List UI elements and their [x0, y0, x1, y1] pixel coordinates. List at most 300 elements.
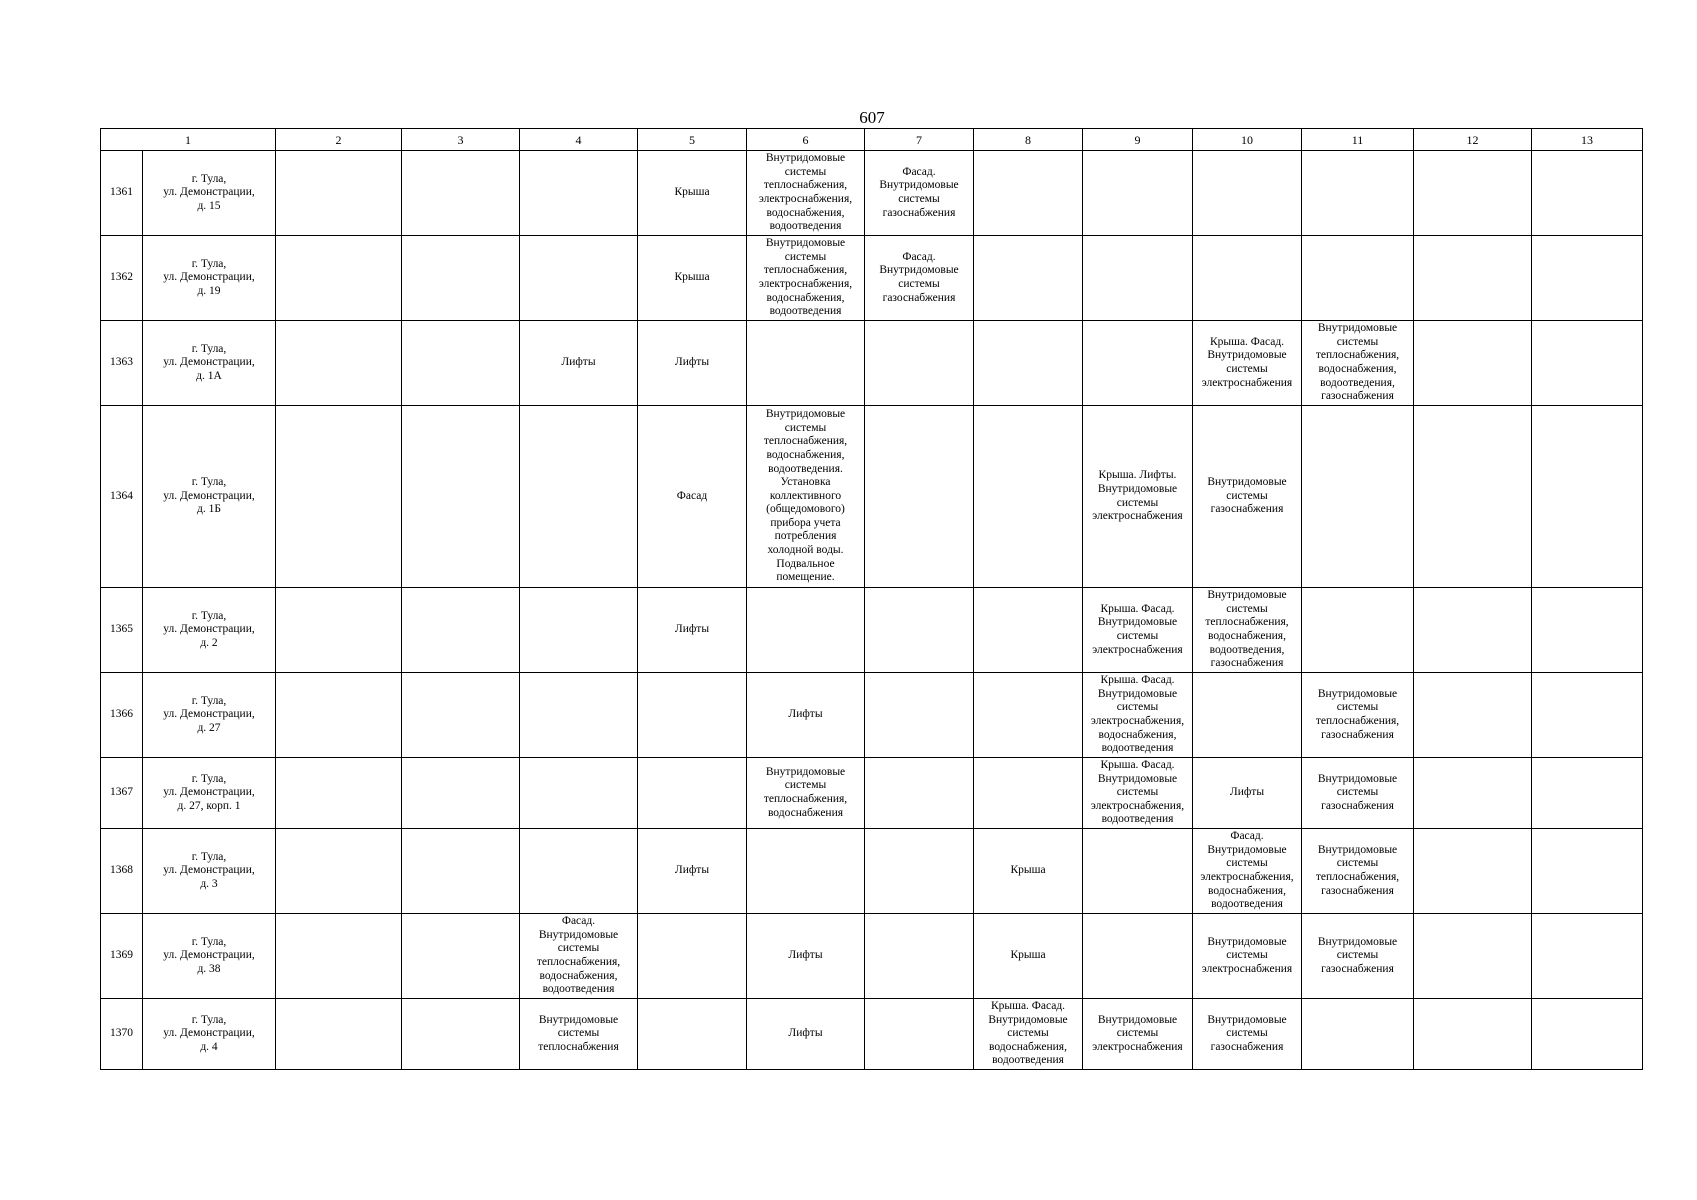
work-cell-col-6 [747, 914, 865, 999]
work-cell-col-2 [276, 151, 402, 236]
work-cell-col-10 [1193, 829, 1302, 914]
cell-text-line: ул. Демонстрации, [163, 864, 255, 877]
work-cell-col-13 [1532, 829, 1643, 914]
cell-text-line: д. 19 [197, 284, 221, 297]
work-cell-col-7 [865, 914, 974, 999]
cell-text-line: Фасад. [1230, 830, 1264, 843]
work-cell-col-9 [1083, 829, 1193, 914]
cell-text-line: холодной воды. [767, 544, 844, 557]
column-number-1: 1 [101, 129, 276, 151]
cell-text-line: водоотведения [992, 1054, 1064, 1067]
cell-text-line: прибора учета [770, 516, 841, 529]
cell-text-line: электроснабжения, [1090, 715, 1185, 727]
cell-text-line: системы [784, 779, 827, 792]
work-cell-col-2 [276, 999, 402, 1070]
work-cell-col-4 [520, 588, 638, 673]
work-cell-col-11 [1302, 914, 1414, 999]
cell-text-line: Крыша [674, 271, 710, 284]
cell-text-line: электроснабжения [1092, 1040, 1183, 1053]
address-cell [143, 321, 276, 406]
cell-text-line: Внутридомовые [1317, 322, 1398, 335]
cell-text-line: водоотведения [769, 305, 842, 318]
work-cell-col-11 [1302, 321, 1414, 406]
cell-text-line: г. Тула, [191, 850, 227, 863]
work-cell-col-7 [865, 151, 974, 236]
work-cell-col-2 [276, 829, 402, 914]
work-cell-col-2 [276, 673, 402, 758]
cell-text-line: Лифты [674, 356, 710, 369]
address-cell [143, 999, 276, 1070]
cell-text-line: Внутридомовые [1097, 616, 1178, 629]
cell-text-line: системы [1226, 1027, 1268, 1040]
cell-text-line: Внутридомовые [765, 765, 846, 778]
column-number-13: 13 [1532, 129, 1643, 151]
work-cell-col-12 [1414, 914, 1532, 999]
work-cell-col-7 [865, 673, 974, 758]
column-number-9: 9 [1083, 129, 1193, 151]
cell-text-line: газоснабжения [882, 291, 956, 304]
cell-text-line: электроснабжения [1092, 643, 1183, 656]
cell-text-line: Подвальное [776, 557, 835, 570]
cell-text-line: Крыша. Лифты. [1098, 469, 1177, 482]
work-cell-col-9 [1083, 999, 1193, 1070]
work-cell-col-13 [1532, 321, 1643, 406]
work-cell-col-4 [520, 236, 638, 321]
cell-text-line: Лифты [788, 1027, 823, 1040]
work-cell-col-12 [1414, 236, 1532, 321]
cell-text-line: системы [1116, 701, 1159, 714]
cell-text-line: г. Тула, [191, 257, 227, 270]
row-number: 1363 [101, 321, 143, 406]
work-cell-col-13 [1532, 914, 1643, 999]
cell-text-line: газоснабжения [882, 206, 956, 219]
cell-text-line: ул. Демонстрации, [163, 356, 255, 369]
cell-text-line: д. 2 [200, 636, 218, 649]
cell-text-line: системы [1226, 949, 1268, 962]
cell-text-line: газоснабжения [1321, 390, 1394, 403]
cell-text-line: электроснабжения, [758, 193, 853, 205]
work-cell-col-2 [276, 321, 402, 406]
cell-text-line: системы [1007, 1027, 1049, 1040]
work-cell-col-6 [747, 406, 865, 588]
cell-text-line: Внутридомовые [1097, 772, 1178, 785]
cell-text-line: системы [1336, 786, 1379, 799]
cell-text-line: теплоснабжения, [763, 793, 848, 805]
cell-text-line: д. 27 [197, 721, 221, 734]
table-row [101, 673, 1643, 758]
work-cell-col-12 [1414, 829, 1532, 914]
cell-text-line: д. 15 [197, 199, 221, 212]
work-cell-col-5 [638, 829, 747, 914]
work-cell-col-12 [1414, 758, 1532, 829]
work-cell-col-13 [1532, 999, 1643, 1070]
row-number: 1364 [101, 406, 143, 588]
cell-text-line: теплоснабжения, [763, 435, 848, 448]
work-cell-col-8 [974, 999, 1083, 1070]
work-cell-col-4 [520, 673, 638, 758]
cell-text-line: ул. Демонстрации, [163, 949, 255, 962]
cell-text-line: системы [1116, 786, 1159, 799]
cell-text-line: системы [1226, 363, 1268, 375]
column-number-3: 3 [402, 129, 520, 151]
cell-text-line: водоснабжения, [1098, 728, 1177, 741]
work-cell-col-10 [1193, 321, 1302, 406]
work-cell-col-3 [402, 999, 520, 1070]
cell-text-line: системы [784, 421, 827, 434]
cell-text-line: системы [1116, 496, 1159, 509]
work-cell-col-5 [638, 588, 747, 673]
work-cell-col-5 [638, 758, 747, 829]
work-cell-col-11 [1302, 758, 1414, 829]
cell-text-line: системы [1336, 335, 1379, 348]
cell-text-line: ул. Демонстрации, [163, 708, 255, 721]
work-cell-col-4 [520, 914, 638, 999]
work-cell-col-11 [1302, 829, 1414, 914]
cell-text-line: теплоснабжения, [763, 179, 848, 192]
cell-text-line: системы [557, 1027, 600, 1040]
work-cell-col-5 [638, 673, 747, 758]
cell-text-line: г. Тула, [191, 1013, 227, 1026]
cell-text-line: электроснабжения, [1200, 871, 1294, 883]
cell-text-line: Внутридомовые [1317, 687, 1398, 700]
cell-text-line: Внутридомовые [765, 152, 846, 165]
work-cell-col-9 [1083, 673, 1193, 758]
work-cell-col-13 [1532, 151, 1643, 236]
work-cell-col-4 [520, 829, 638, 914]
work-cell-col-3 [402, 236, 520, 321]
row-number: 1369 [101, 914, 143, 999]
work-cell-col-11 [1302, 999, 1414, 1070]
work-cell-col-12 [1414, 406, 1532, 588]
cell-text-line: Внутридомовые [765, 408, 846, 421]
work-cell-col-6 [747, 673, 865, 758]
work-cell-col-2 [276, 758, 402, 829]
cell-text-line: системы [898, 193, 940, 205]
work-cell-col-7 [865, 588, 974, 673]
work-cell-col-10 [1193, 236, 1302, 321]
cell-text-line: системы [784, 165, 827, 178]
work-cell-col-3 [402, 151, 520, 236]
work-cell-col-3 [402, 588, 520, 673]
work-cell-col-13 [1532, 236, 1643, 321]
row-number: 1365 [101, 588, 143, 673]
cell-text-line: электроснабжения, [1090, 799, 1185, 812]
work-cell-col-12 [1414, 151, 1532, 236]
work-cell-col-4 [520, 321, 638, 406]
cell-text-line: Фасад. [561, 915, 596, 928]
column-number-4: 4 [520, 129, 638, 151]
work-cell-col-4 [520, 406, 638, 588]
work-cell-col-7 [865, 406, 974, 588]
work-cell-col-3 [402, 914, 520, 999]
cell-text-line: водоснабжения [767, 806, 844, 819]
work-cell-col-8 [974, 673, 1083, 758]
cell-text-line: газоснабжения [1210, 503, 1284, 516]
cell-text-line: водоотведения. [768, 462, 843, 475]
cell-text-line: Внутридомовые [765, 237, 846, 250]
cell-text-line: Лифты [788, 708, 823, 721]
cell-text-line: Лифты [561, 356, 596, 369]
work-cell-col-4 [520, 758, 638, 829]
cell-text-line: теплоснабжения, [763, 264, 848, 277]
cell-text-line: г. Тула, [191, 172, 227, 185]
cell-text-line: водоснабжения, [1208, 884, 1286, 897]
cell-text-line: Внутридомовые [1207, 1013, 1287, 1026]
cell-text-line: Внутридомовые [1317, 935, 1398, 948]
cell-text-line: водоотведения [542, 983, 615, 996]
cell-text-line: водоотведения [769, 220, 842, 233]
work-cell-col-12 [1414, 321, 1532, 406]
cell-text-line: системы [1336, 857, 1379, 870]
cell-text-line: (общедомового) [766, 503, 845, 516]
cell-text-line: д. 4 [200, 1040, 218, 1053]
cell-text-line: системы [1226, 489, 1268, 502]
work-cell-col-9 [1083, 588, 1193, 673]
cell-text-line: электроснабжения [1092, 510, 1183, 523]
work-cell-col-8 [974, 588, 1083, 673]
table-row [101, 758, 1643, 829]
cell-text-line: Внутридомовые [988, 1013, 1068, 1026]
work-cell-col-5 [638, 321, 747, 406]
cell-text-line: Крыша. Фасад. [1209, 335, 1285, 348]
column-number-5: 5 [638, 129, 747, 151]
cell-text-line: системы [1336, 701, 1379, 714]
table-row [101, 914, 1643, 999]
address-cell [143, 829, 276, 914]
work-cell-col-13 [1532, 758, 1643, 829]
cell-text-line: коллективного [769, 489, 842, 502]
cell-text-line: ул. Демонстрации, [163, 786, 255, 799]
column-number-8: 8 [974, 129, 1083, 151]
work-cell-col-5 [638, 151, 747, 236]
cell-text-line: системы [1116, 1027, 1159, 1040]
cell-text-line: потребления [774, 530, 837, 543]
work-cell-col-2 [276, 236, 402, 321]
work-cell-col-12 [1414, 999, 1532, 1070]
cell-text-line: водоотведения [1101, 742, 1174, 755]
cell-text-line: газоснабжения [1321, 884, 1394, 897]
cell-text-line: теплоснабжения, [1315, 349, 1400, 362]
address-cell [143, 588, 276, 673]
work-cell-col-10 [1193, 151, 1302, 236]
cell-text-line: Внутридомовые [1207, 476, 1287, 489]
cell-text-line: г. Тула, [191, 772, 227, 785]
cell-text-line: Крыша. Фасад. [1100, 602, 1175, 615]
cell-text-line: Внутридомовые [1097, 482, 1178, 495]
cell-text-line: Внутридомовые [1207, 935, 1287, 948]
cell-text-line: Крыша [1010, 864, 1046, 877]
cell-text-line: теплоснабжения, [1205, 616, 1289, 629]
repair-schedule-table [100, 128, 1643, 1070]
work-cell-col-9 [1083, 758, 1193, 829]
work-cell-col-7 [865, 758, 974, 829]
work-cell-col-8 [974, 236, 1083, 321]
table-row [101, 588, 1643, 673]
cell-text-line: Крыша. Фасад. [990, 1000, 1066, 1013]
work-cell-col-3 [402, 321, 520, 406]
cell-text-line: электроснабжения [1201, 962, 1293, 975]
address-cell [143, 406, 276, 588]
address-cell [143, 151, 276, 236]
cell-text-line: водоснабжения, [766, 206, 845, 219]
cell-text-line: ул. Демонстрации, [163, 489, 255, 502]
cell-text-line: Внутридомовые [1207, 843, 1287, 856]
cell-text-line: водоотведения [1101, 813, 1174, 826]
column-number-header-row [101, 129, 1643, 151]
cell-text-line: помещение. [776, 571, 835, 584]
work-cell-col-10 [1193, 588, 1302, 673]
cell-text-line: Установка [780, 476, 831, 489]
cell-text-line: д. 3 [200, 877, 218, 890]
cell-text-line: Крыша [674, 186, 710, 199]
cell-text-line: газоснабжения [1210, 1040, 1284, 1053]
cell-text-line: ул. Демонстрации, [163, 623, 255, 636]
cell-text-line: Внутридомовые [1207, 589, 1287, 602]
column-number-2: 2 [276, 129, 402, 151]
row-number: 1361 [101, 151, 143, 236]
work-cell-col-12 [1414, 588, 1532, 673]
cell-text-line: системы [1226, 857, 1268, 870]
work-cell-col-7 [865, 829, 974, 914]
row-number: 1368 [101, 829, 143, 914]
cell-text-line: системы [784, 250, 827, 263]
cell-text-line: водоснабжения, [539, 969, 618, 982]
row-number: 1362 [101, 236, 143, 321]
cell-text-line: д. 1Б [197, 503, 221, 516]
cell-text-line: системы [1226, 602, 1268, 615]
cell-text-line: г. Тула, [191, 935, 227, 948]
cell-text-line: Фасад. [902, 250, 936, 263]
cell-text-line: Внутридомовые [1317, 843, 1398, 856]
cell-text-line: теплоснабжения, [536, 956, 621, 968]
work-cell-col-5 [638, 999, 747, 1070]
work-cell-col-10 [1193, 914, 1302, 999]
work-cell-col-11 [1302, 673, 1414, 758]
cell-text-line: Лифты [788, 949, 823, 962]
work-cell-col-13 [1532, 673, 1643, 758]
row-number: 1370 [101, 999, 143, 1070]
work-cell-col-8 [974, 914, 1083, 999]
work-cell-col-9 [1083, 236, 1193, 321]
work-cell-col-13 [1532, 588, 1643, 673]
work-cell-col-6 [747, 151, 865, 236]
work-cell-col-11 [1302, 236, 1414, 321]
cell-text-line: Лифты [1229, 786, 1265, 799]
table-row [101, 406, 1643, 588]
work-cell-col-6 [747, 588, 865, 673]
row-number: 1367 [101, 758, 143, 829]
page-number: 607 [859, 108, 885, 127]
cell-text-line: водоотведения, [1320, 376, 1395, 389]
cell-text-line: электроснабжения [1201, 376, 1293, 389]
address-cell [143, 758, 276, 829]
work-cell-col-6 [747, 999, 865, 1070]
work-cell-col-10 [1193, 758, 1302, 829]
cell-text-line: системы [898, 278, 940, 290]
cell-text-line: водоснабжения, [766, 291, 845, 304]
table-row [101, 829, 1643, 914]
cell-text-line: г. Тула, [191, 476, 227, 489]
work-cell-col-5 [638, 914, 747, 999]
work-cell-col-10 [1193, 406, 1302, 588]
cell-text-line: газоснабжения [1321, 962, 1394, 975]
cell-text-line: системы [557, 942, 600, 955]
work-cell-col-8 [974, 758, 1083, 829]
cell-text-line: Внутридомовые [879, 264, 959, 277]
work-cell-col-8 [974, 321, 1083, 406]
cell-text-line: Внутридомовые [1317, 772, 1398, 785]
work-cell-col-13 [1532, 406, 1643, 588]
cell-text-line: газоснабжения [1321, 728, 1394, 741]
cell-text-line: системы [1336, 949, 1379, 962]
cell-text-line: Внутридомовые [879, 179, 959, 192]
column-number-10: 10 [1193, 129, 1302, 151]
cell-text-line: теплоснабжения, [1315, 871, 1400, 883]
column-number-11: 11 [1302, 129, 1414, 151]
cell-text-line: ул. Демонстрации, [163, 271, 255, 284]
work-cell-col-10 [1193, 673, 1302, 758]
cell-text-line: газоснабжения [1321, 799, 1394, 812]
cell-text-line: водоснабжения, [1208, 630, 1286, 642]
cell-text-line: г. Тула, [191, 609, 227, 622]
work-cell-col-2 [276, 914, 402, 999]
work-cell-col-9 [1083, 914, 1193, 999]
work-cell-col-6 [747, 829, 865, 914]
work-cell-col-3 [402, 758, 520, 829]
work-cell-col-6 [747, 758, 865, 829]
cell-text-line: г. Тула, [191, 342, 227, 355]
work-cell-col-9 [1083, 406, 1193, 588]
work-cell-col-9 [1083, 321, 1193, 406]
cell-text-line: водоснабжения, [989, 1040, 1067, 1053]
work-cell-col-4 [520, 999, 638, 1070]
cell-text-line: теплоснабжения, [1315, 715, 1400, 727]
cell-text-line: Внутридомовые [1097, 687, 1178, 700]
column-number-6: 6 [747, 129, 865, 151]
cell-text-line: водоснабжения, [766, 448, 845, 461]
work-cell-col-8 [974, 406, 1083, 588]
cell-text-line: теплоснабжения [538, 1040, 619, 1053]
cell-text-line: Фасад. [902, 165, 936, 178]
work-cell-col-10 [1193, 999, 1302, 1070]
cell-text-line: водоотведения [1211, 898, 1283, 911]
work-cell-col-4 [520, 151, 638, 236]
work-cell-col-5 [638, 406, 747, 588]
work-cell-col-2 [276, 588, 402, 673]
cell-text-line: д. 27, корп. 1 [177, 799, 241, 812]
work-cell-col-6 [747, 236, 865, 321]
column-number-12: 12 [1414, 129, 1532, 151]
address-cell [143, 673, 276, 758]
cell-text-line: г. Тула, [191, 694, 227, 707]
cell-text-line: Внутридомовые [1207, 349, 1287, 362]
cell-text-line: д. 38 [197, 962, 221, 975]
work-cell-col-7 [865, 999, 974, 1070]
cell-text-line: Лифты [674, 864, 710, 877]
work-cell-col-8 [974, 151, 1083, 236]
column-number-7: 7 [865, 129, 974, 151]
cell-text-line: электроснабжения, [758, 278, 853, 290]
cell-text-line: водоотведения, [1209, 643, 1285, 656]
row-number: 1366 [101, 673, 143, 758]
cell-text-line: Крыша. Фасад. [1100, 674, 1175, 687]
work-cell-col-3 [402, 673, 520, 758]
work-cell-col-11 [1302, 151, 1414, 236]
cell-text-line: газоснабжения [1210, 657, 1284, 670]
work-cell-col-12 [1414, 673, 1532, 758]
cell-text-line: Лифты [674, 623, 710, 636]
address-cell [143, 914, 276, 999]
